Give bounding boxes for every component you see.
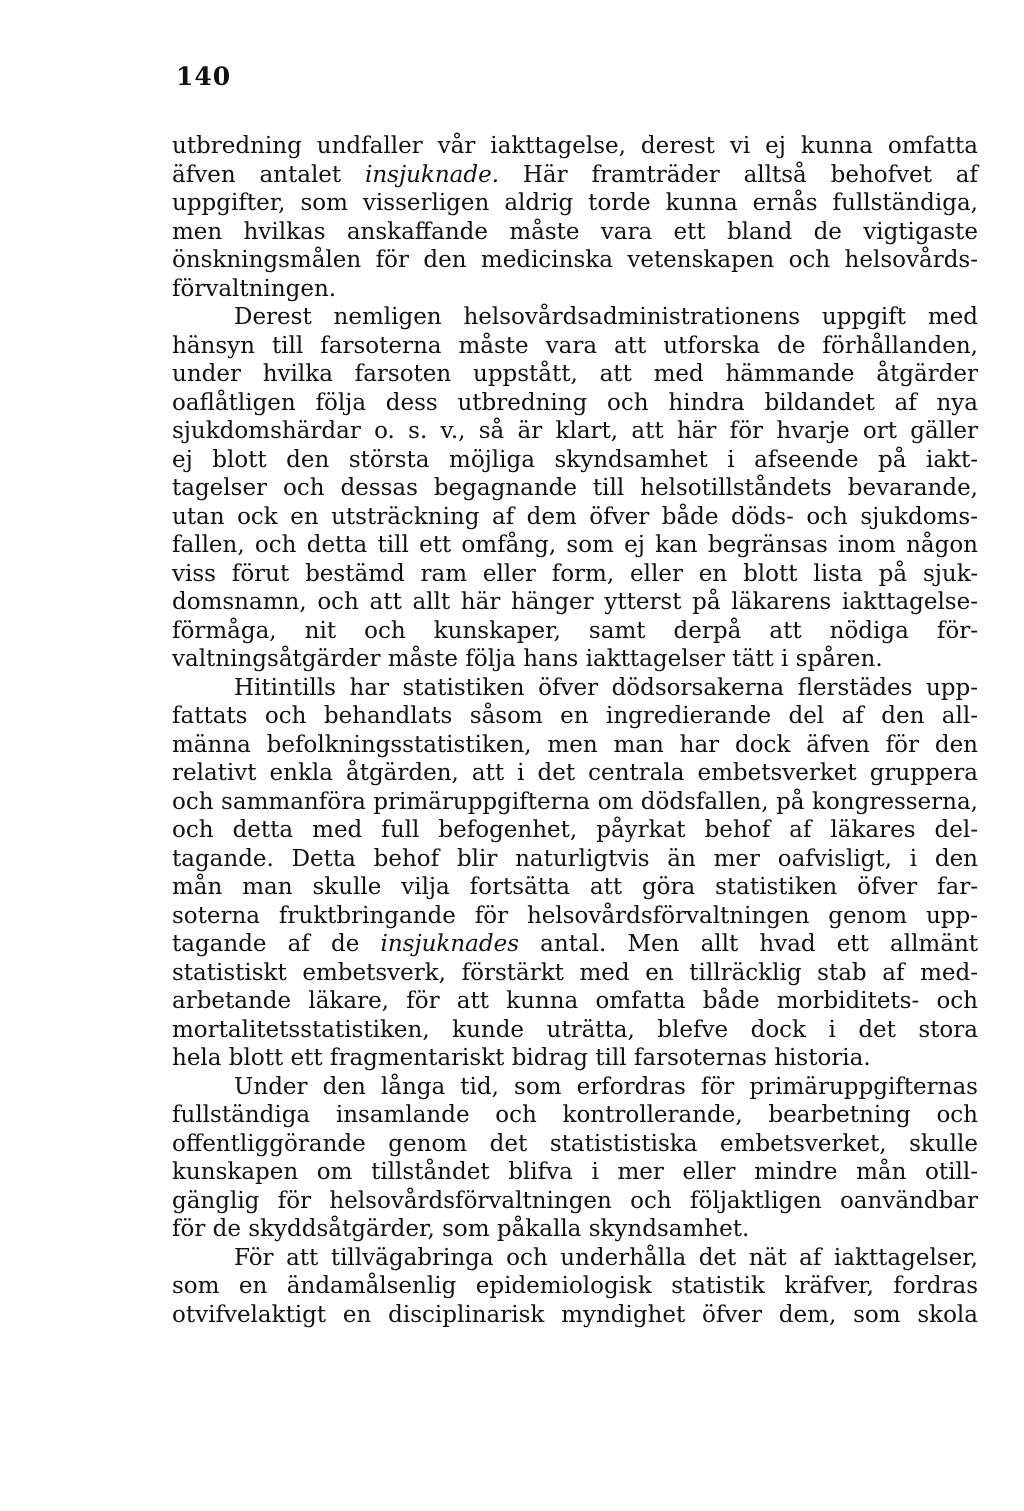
text-line: soterna fruktbringande för helsovårdsförvaltningen genom upp-: [172, 902, 978, 929]
text-line: förvaltningen.: [172, 275, 337, 302]
text-line: mortalitetsstatistiken, kunde uträtta, blefve dock i det stora: [172, 1016, 978, 1043]
text-line: [172, 161, 978, 190]
text-line: arbetande läkare, för att kunna omfatta både morbiditets- och: [172, 988, 978, 1014]
text-line: Derest nemligen helsovårdsadministrationens uppgift med: [234, 304, 978, 330]
text-line: relativt enkla åtgärden, att i det centrala embetsverket gruppera: [172, 760, 978, 786]
text-line: otvifvelaktigt en disciplinarisk myndighet öfver dem, som skola: [172, 1301, 978, 1328]
text-line: utan ock en utsträckning af dem öfver både döds- och sjukdoms-: [172, 503, 978, 530]
text-line: önskningsmålen för den medicinska vetenskapen och helsovårds-: [172, 247, 978, 273]
text-line: fullständiga insamlande och kontrollerande, bearbetning och: [172, 1102, 978, 1128]
text-segment: Här framträder alltså behofvet af: [499, 161, 978, 188]
text-line: statistiskt embetsverk, förstärkt med en tillräcklig stab af med-: [172, 959, 978, 986]
text-line: oaflåtligen följa dess utbredning och hindra bildandet af nya: [172, 389, 978, 416]
text-line: tagelser och dessas begagnande till helsotillståndets bevarande,: [172, 475, 978, 501]
text-line: kunskapen om tillståndet blifva i mer eller mindre mån otill-: [172, 1159, 978, 1185]
text-line: för de skyddsåtgärder, som påkalla skyndsamhet.: [172, 1216, 750, 1242]
text-line: domsnamn, och att allt här hänger ytterst på läkarens iakttagelse-: [172, 589, 978, 615]
text-line: fattats och behandlats såsom en ingredierande del af den all-: [172, 703, 978, 729]
text-line: och detta med full befogenhet, påyrkat behof af läkares del-: [172, 817, 978, 843]
text-line: För att tillvägabringa och underhålla det nät af iakttagelser,: [234, 1244, 978, 1271]
text-line: hänsyn till farsoterna måste vara att utforska de förhållanden,: [172, 332, 978, 359]
text-line: männa befolkningsstatistiken, men man har dock äfven för den: [172, 731, 978, 758]
text-line: sjukdomshärdar o. s. v., så är klart, att här för hvarje ort gäller: [172, 418, 978, 444]
text-line: viss förut bestämd ram eller form, eller en blott lista på sjuk-: [172, 560, 978, 587]
text-line: som en ändamålsenlig epidemiologisk statistik kräfver, fordras: [172, 1273, 978, 1299]
text-line: ej blott den största möjliga skyndsamhet i afseende på iakt-: [172, 446, 978, 473]
text-line: tagande. Detta behof blir naturligtvis än mer oafvisligt, i den: [172, 845, 978, 872]
text-line: uppgifter, som visserligen aldrig torde kunna ernås fullständiga,: [172, 190, 978, 216]
text-line: Hitintills har statistiken öfver dödsorsakerna flerstädes upp-: [234, 674, 978, 701]
text-line: mån man skulle vilja fortsätta att göra statistiken öfver far-: [172, 874, 978, 900]
text-line: förmåga, nit och kunskaper, samt derpå att nödiga för-: [172, 617, 978, 644]
text-line: gänglig för helsovårdsförvaltningen och följaktligen oanvändbar: [172, 1187, 978, 1214]
text-segment: antal. Men allt hvad ett allmänt: [519, 931, 979, 957]
text-line: valtningsåtgärder måste följa hans iakttagelser tätt i spåren.: [172, 646, 883, 672]
body-text: [172, 132, 978, 1329]
page-number: 140: [176, 62, 232, 91]
text-line: offentliggörande genom det statististiska embetsverket, skulle: [172, 1130, 978, 1157]
text-segment: äfven antalet: [172, 161, 365, 188]
italic-word: insjuknades: [380, 931, 520, 957]
text-line: hela blott ett fragmentariskt bidrag till farsoternas historia.: [172, 1045, 871, 1071]
text-line: [172, 930, 978, 959]
text-line: Under den långa tid, som erfordras för primäruppgifternas: [234, 1073, 978, 1100]
text-line: utbredning undfaller vår iakttagelse, derest vi ej kunna omfatta: [172, 133, 978, 159]
italic-word: insjuknade.: [365, 161, 500, 188]
text-line: och sammanföra primäruppgifterna om dödsfallen, på kongresserna,: [172, 788, 978, 815]
text-line: fallen, och detta till ett omfång, som ej kan begränsas inom någon: [172, 532, 978, 558]
text-segment: tagande af de: [172, 931, 381, 957]
text-line: men hvilkas anskaffande måste vara ett bland de vigtigaste: [172, 218, 978, 245]
text-line: under hvilka farsoten uppstått, att med hämmande åtgärder: [172, 361, 978, 387]
